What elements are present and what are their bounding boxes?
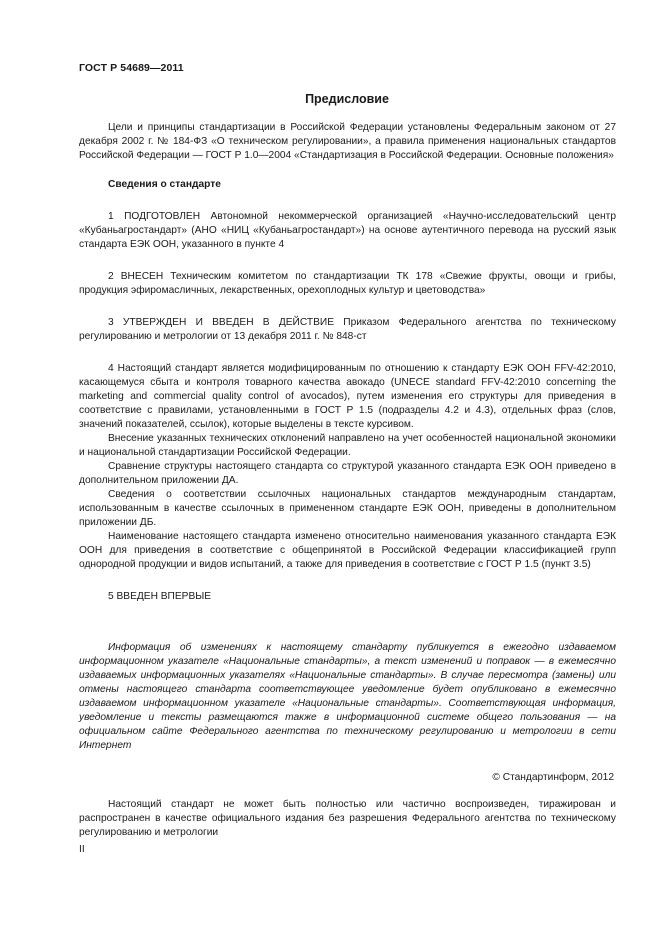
reproduction-block	[79, 798, 616, 840]
item-1: 1 ПОДГОТОВЛЕН Автономной некоммерческой организацией «Научно-исследовательский центр «Кубаньагростандарт» (АНО «НИЦ «Кубаньагростандарт») на основе аутентичного перевода на русский язык стандарта ЕЭК ООН, указанного в пункте 4	[79, 211, 616, 250]
item-4-paragraph: Внесение указанных технических отклонений направлено на учет особенностей национальной экономики и национальной стандартизации Российской Федерации.	[79, 433, 616, 458]
item-4-paragraph: Наименование настоящего стандарта изменено относительно наименования указанного стандарта ЕЭК ООН для приведения в соответствие с общепринятой в Российской Федерации классификацией групп однородной продукции и видов испытаний, а также для приведения в соответствие с ГОСТ Р 1.5 (пункт 3.5)	[79, 531, 616, 570]
page-number: II	[79, 844, 85, 855]
copyright-line: © Стандартинформ, 2012	[492, 772, 614, 783]
main-text	[79, 121, 616, 753]
page-title: Предисловие	[305, 92, 389, 106]
section-heading: Сведения о стандарте	[108, 179, 221, 190]
item-4-paragraph: Сравнение структуры настоящего стандарта со структурой указанного стандарта ЕЭК ООН приведено в дополнительном приложении ДА.	[79, 461, 616, 486]
item-4: 4 Настоящий стандарт является модифицированным по отношению к стандарту ЕЭК ООН FFV-42:2010, касающемуся сбыта и контроля товарного качества авокадо (UNECE standard FFV-42:2010 concerning the marketing and commercial quality control of avocados), путем изменения его структуры для приведения в соответствие с правилами, установленными в ГОСТ Р 1.5 (подразделы 4.2 и 4.3), отдельных фраз (слов, значений показателей, ссылок), которые выделены в тексте курсивом.	[79, 363, 616, 430]
item-4-paragraph: Сведения о соответствии ссылочных национальных стандартов международным стандартам, использованным в качестве ссылочных в примененном стандарте ЕЭК ООН, приведены в дополнительном приложении ДБ.	[79, 489, 616, 528]
document-id-header: ГОСТ Р 54689—2011	[79, 62, 184, 74]
item-2: 2 ВНЕСЕН Техническим комитетом по стандартизации ТК 178 «Свежие фрукты, овощи и грибы, продукция эфиромасличных, лекарственных, орехоплодных культур и цветоводства»	[79, 271, 616, 296]
item-3: 3 УТВЕРЖДЕН И ВВЕДЕН В ДЕЙСТВИЕ Приказом Федерального агентства по техническому регулированию и метрологии от 13 декабря 2011 г. № 848-ст	[79, 317, 616, 342]
changes-notice: Информация об изменениях к настоящему стандарту публикуется в ежегодно издаваемом информационном указателе «Национальные стандарты», а текст изменений и поправок — в ежемесячно издаваемых информационных указателях «Национальные стандарты». В случае пересмотра (замены) или отмены настоящего стандарта соответствующее уведомление будет опубликовано в ежемесячно издаваемом информационном указателе «Национальные стандарты». Соответствующая информация, уведомление и тексты размещаются также в информационной системе общего пользования — на официальном сайте Федерального агентства по техническому регулированию и метрологии в сети Интернет	[79, 642, 616, 751]
reproduction-notice: Настоящий стандарт не может быть полностью или частично воспроизведен, тиражирован и распространен в качестве официального издания без разрешения Федерального агентства по техническому регулированию и метрологии	[79, 799, 616, 838]
item-5: 5 ВВЕДЕН ВПЕРВЫЕ	[108, 591, 212, 602]
intro-paragraph: Цели и принципы стандартизации в Российской Федерации установлены Федеральным законом от 27 декабря 2002 г. № 184-ФЗ «О техническом регулировании», а правила применения национальных стандартов Российской Федерации — ГОСТ Р 1.0—2004 «Стандартизация в Российской Федерации. Основные положения»	[79, 122, 616, 161]
